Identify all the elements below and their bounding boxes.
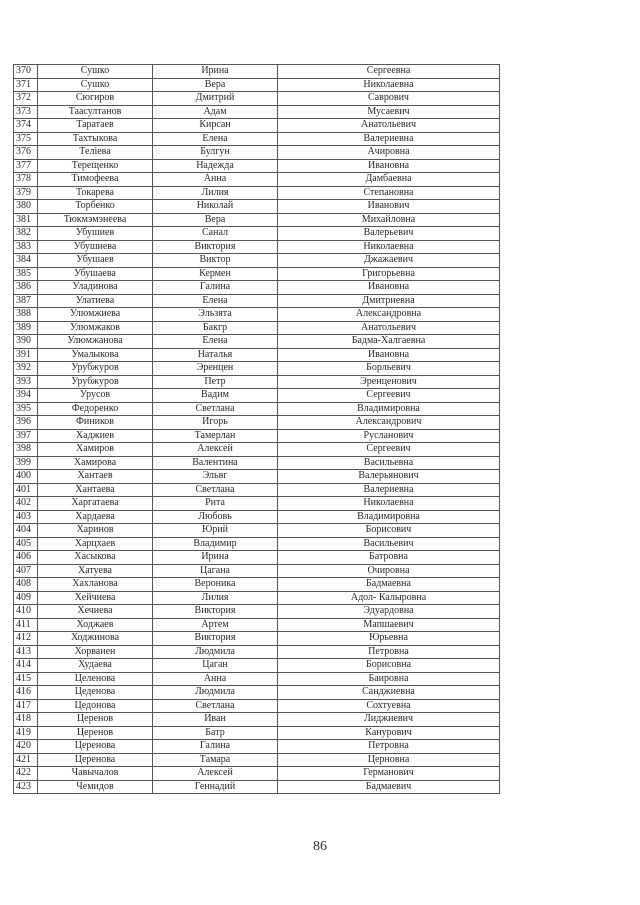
table-row	[14, 780, 500, 794]
first-name-cell: Валентина	[153, 456, 278, 470]
first-name-cell: Светлана	[153, 402, 278, 416]
row-number-cell: 413	[14, 645, 38, 659]
patronymic-cell: Мусаевич	[278, 105, 500, 119]
first-name-cell: Дмитрий	[153, 92, 278, 106]
patronymic-cell: Бадмаевна	[278, 578, 500, 592]
row-number-cell: 422	[14, 767, 38, 781]
patronymic-cell: Валерьевич	[278, 227, 500, 241]
row-number-cell: 389	[14, 321, 38, 335]
table-row	[14, 726, 500, 740]
patronymic-cell: Баировна	[278, 672, 500, 686]
row-number-cell: 398	[14, 443, 38, 457]
row-number-cell: 423	[14, 780, 38, 794]
table-row	[14, 186, 500, 200]
surname-cell: Уладинова	[38, 281, 153, 295]
table-row	[14, 375, 500, 389]
row-number-cell: 409	[14, 591, 38, 605]
row-number-cell: 403	[14, 510, 38, 524]
surname-cell: Теліева	[38, 146, 153, 160]
first-name-cell: Наталья	[153, 348, 278, 362]
first-name-cell: Светлана	[153, 699, 278, 713]
first-name-cell: Лилия	[153, 591, 278, 605]
surname-cell: Улюмжанова	[38, 335, 153, 349]
table-row	[14, 659, 500, 673]
row-number-cell: 410	[14, 605, 38, 619]
row-number-cell: 371	[14, 78, 38, 92]
patronymic-cell: Степановна	[278, 186, 500, 200]
surname-cell: Цедонова	[38, 699, 153, 713]
table-row	[14, 767, 500, 781]
row-number-cell: 408	[14, 578, 38, 592]
table-row	[14, 348, 500, 362]
first-name-cell: Кирсан	[153, 119, 278, 133]
surname-cell: Хатуева	[38, 564, 153, 578]
table-row	[14, 686, 500, 700]
table-row	[14, 119, 500, 133]
patronymic-cell: Валериевна	[278, 132, 500, 146]
table-row	[14, 173, 500, 187]
surname-cell: Хечиева	[38, 605, 153, 619]
table-row	[14, 429, 500, 443]
table-row	[14, 740, 500, 754]
patronymic-cell: Очировна	[278, 564, 500, 578]
table-row	[14, 92, 500, 106]
patronymic-cell: Сергеевич	[278, 443, 500, 457]
surname-cell: Целенова	[38, 672, 153, 686]
patronymic-cell: Церновна	[278, 753, 500, 767]
surname-cell: Хорваиен	[38, 645, 153, 659]
table-row	[14, 362, 500, 376]
table-row	[14, 578, 500, 592]
first-name-cell: Виктор	[153, 254, 278, 268]
patronymic-cell: Саврович	[278, 92, 500, 106]
surname-cell: Терещенко	[38, 159, 153, 173]
surname-cell: Сюгиров	[38, 92, 153, 106]
patronymic-cell: Сохтуевна	[278, 699, 500, 713]
first-name-cell: Цагана	[153, 564, 278, 578]
table-row	[14, 267, 500, 281]
row-number-cell: 377	[14, 159, 38, 173]
row-number-cell: 390	[14, 335, 38, 349]
first-name-cell: Геннадий	[153, 780, 278, 794]
patronymic-cell: Иванович	[278, 200, 500, 214]
surname-cell: Церенова	[38, 740, 153, 754]
patronymic-cell: Петровна	[278, 645, 500, 659]
first-name-cell: Елена	[153, 294, 278, 308]
table-row	[14, 470, 500, 484]
table-row	[14, 254, 500, 268]
patronymic-cell: Николаевна	[278, 240, 500, 254]
patronymic-cell: Николаевна	[278, 78, 500, 92]
first-name-cell: Виктория	[153, 605, 278, 619]
table-row	[14, 524, 500, 538]
table-row	[14, 753, 500, 767]
patronymic-cell: Борисович	[278, 524, 500, 538]
surname-cell: Хахланова	[38, 578, 153, 592]
first-name-cell: Ирина	[153, 65, 278, 79]
first-name-cell: Вера	[153, 213, 278, 227]
surname-cell: Ходжаев	[38, 618, 153, 632]
surname-cell: Сушко	[38, 65, 153, 79]
patronymic-cell: Валерьянович	[278, 470, 500, 484]
first-name-cell: Галина	[153, 740, 278, 754]
surname-cell: Таасултанов	[38, 105, 153, 119]
surname-cell: Харгатаева	[38, 497, 153, 511]
first-name-cell: Бакгр	[153, 321, 278, 335]
first-name-cell: Рита	[153, 497, 278, 511]
table-row	[14, 281, 500, 295]
table-row	[14, 308, 500, 322]
table-row	[14, 78, 500, 92]
first-name-cell: Эльвг	[153, 470, 278, 484]
first-name-cell: Светлана	[153, 483, 278, 497]
row-number-cell: 420	[14, 740, 38, 754]
surname-cell: Хейчиева	[38, 591, 153, 605]
table-row	[14, 497, 500, 511]
table-row	[14, 645, 500, 659]
row-number-cell: 421	[14, 753, 38, 767]
first-name-cell: Любовь	[153, 510, 278, 524]
patronymic-cell: Ивановна	[278, 159, 500, 173]
patronymic-cell: Дамбаевна	[278, 173, 500, 187]
surname-cell: Улатиева	[38, 294, 153, 308]
row-number-cell: 394	[14, 389, 38, 403]
table-row	[14, 416, 500, 430]
row-number-cell: 395	[14, 402, 38, 416]
row-number-cell: 404	[14, 524, 38, 538]
table-row	[14, 699, 500, 713]
row-number-cell: 401	[14, 483, 38, 497]
patronymic-cell: Григорьевна	[278, 267, 500, 281]
patronymic-cell: Германович	[278, 767, 500, 781]
surname-cell: Церенов	[38, 713, 153, 727]
table-row	[14, 443, 500, 457]
table-row	[14, 456, 500, 470]
surname-cell: Церенов	[38, 726, 153, 740]
row-number-cell: 412	[14, 632, 38, 646]
patronymic-cell: Васильевич	[278, 537, 500, 551]
first-name-cell: Игорь	[153, 416, 278, 430]
first-name-cell: Эльзята	[153, 308, 278, 322]
table-row	[14, 159, 500, 173]
patronymic-cell: Анатольевич	[278, 119, 500, 133]
first-name-cell: Батр	[153, 726, 278, 740]
patronymic-cell: Юрьевна	[278, 632, 500, 646]
surname-cell: Убушаева	[38, 267, 153, 281]
table-row	[14, 591, 500, 605]
row-number-cell: 415	[14, 672, 38, 686]
surname-cell: Умалыкова	[38, 348, 153, 362]
surname-cell: Цеденова	[38, 686, 153, 700]
patronymic-cell: Адол- Калыровна	[278, 591, 500, 605]
table-row	[14, 551, 500, 565]
first-name-cell: Артем	[153, 618, 278, 632]
table-row	[14, 618, 500, 632]
patronymic-cell: Эренценович	[278, 375, 500, 389]
patronymic-cell: Борльевич	[278, 362, 500, 376]
first-name-cell: Николай	[153, 200, 278, 214]
surname-cell: Убушаев	[38, 254, 153, 268]
table-row	[14, 537, 500, 551]
names-table	[13, 64, 500, 794]
first-name-cell: Анна	[153, 173, 278, 187]
row-number-cell: 400	[14, 470, 38, 484]
patronymic-cell: Санджиевна	[278, 686, 500, 700]
row-number-cell: 376	[14, 146, 38, 160]
surname-cell: Тимофеева	[38, 173, 153, 187]
patronymic-cell: Сергеевич	[278, 389, 500, 403]
table-row	[14, 713, 500, 727]
first-name-cell: Юрий	[153, 524, 278, 538]
patronymic-cell: Ивановна	[278, 281, 500, 295]
first-name-cell: Иван	[153, 713, 278, 727]
surname-cell: Урубжуров	[38, 375, 153, 389]
table-row	[14, 227, 500, 241]
table-row	[14, 294, 500, 308]
first-name-cell: Виктория	[153, 632, 278, 646]
first-name-cell: Вероника	[153, 578, 278, 592]
table-row	[14, 200, 500, 214]
row-number-cell: 406	[14, 551, 38, 565]
row-number-cell: 385	[14, 267, 38, 281]
row-number-cell: 399	[14, 456, 38, 470]
first-name-cell: Алексей	[153, 443, 278, 457]
patronymic-cell: Сергеевна	[278, 65, 500, 79]
row-number-cell: 375	[14, 132, 38, 146]
surname-cell: Хантаев	[38, 470, 153, 484]
row-number-cell: 379	[14, 186, 38, 200]
patronymic-cell: Петровна	[278, 740, 500, 754]
surname-cell: Ходжинова	[38, 632, 153, 646]
patronymic-cell: Валериевна	[278, 483, 500, 497]
row-number-cell: 380	[14, 200, 38, 214]
surname-cell: Урусов	[38, 389, 153, 403]
surname-cell: Токарева	[38, 186, 153, 200]
patronymic-cell: Бадмаевич	[278, 780, 500, 794]
surname-cell: Торбенко	[38, 200, 153, 214]
patronymic-cell: Борисовна	[278, 659, 500, 673]
first-name-cell: Елена	[153, 335, 278, 349]
patronymic-cell: Батровна	[278, 551, 500, 565]
surname-cell: Худаева	[38, 659, 153, 673]
row-number-cell: 392	[14, 362, 38, 376]
first-name-cell: Тамара	[153, 753, 278, 767]
table-row	[14, 605, 500, 619]
row-number-cell: 417	[14, 699, 38, 713]
table-row	[14, 510, 500, 524]
first-name-cell: Людмила	[153, 686, 278, 700]
patronymic-cell: Анатольевич	[278, 321, 500, 335]
patronymic-cell: Ачировна	[278, 146, 500, 160]
surname-cell: Чемидов	[38, 780, 153, 794]
surname-cell: Убушиева	[38, 240, 153, 254]
row-number-cell: 373	[14, 105, 38, 119]
table-row	[14, 402, 500, 416]
patronymic-cell: Бадма-Халгаевна	[278, 335, 500, 349]
row-number-cell: 419	[14, 726, 38, 740]
surname-cell: Харцхаев	[38, 537, 153, 551]
patronymic-cell: Николаевна	[278, 497, 500, 511]
row-number-cell: 418	[14, 713, 38, 727]
first-name-cell: Тамерлан	[153, 429, 278, 443]
patronymic-cell: Владимировна	[278, 510, 500, 524]
first-name-cell: Анна	[153, 672, 278, 686]
surname-cell: Федоренко	[38, 402, 153, 416]
table-row	[14, 240, 500, 254]
surname-cell: Урубжуров	[38, 362, 153, 376]
surname-cell: Улюмжиева	[38, 308, 153, 322]
surname-cell: Хамирова	[38, 456, 153, 470]
surname-cell: Улюмжаков	[38, 321, 153, 335]
page-number: 86	[313, 839, 327, 854]
first-name-cell: Владимир	[153, 537, 278, 551]
surname-cell: Церенова	[38, 753, 153, 767]
row-number-cell: 405	[14, 537, 38, 551]
first-name-cell: Кермен	[153, 267, 278, 281]
first-name-cell: Вера	[153, 78, 278, 92]
table-row	[14, 483, 500, 497]
row-number-cell: 382	[14, 227, 38, 241]
first-name-cell: Санал	[153, 227, 278, 241]
table-row	[14, 632, 500, 646]
first-name-cell: Людмила	[153, 645, 278, 659]
first-name-cell: Надежда	[153, 159, 278, 173]
first-name-cell: Эренцен	[153, 362, 278, 376]
first-name-cell: Виктория	[153, 240, 278, 254]
row-number-cell: 414	[14, 659, 38, 673]
first-name-cell: Петр	[153, 375, 278, 389]
table-row	[14, 146, 500, 160]
table-row	[14, 105, 500, 119]
surname-cell: Тахтыкова	[38, 132, 153, 146]
table-row	[14, 65, 500, 79]
table-row	[14, 389, 500, 403]
first-name-cell: Ирина	[153, 551, 278, 565]
surname-cell: Хантаева	[38, 483, 153, 497]
patronymic-cell: Ивановна	[278, 348, 500, 362]
row-number-cell: 411	[14, 618, 38, 632]
first-name-cell: Адам	[153, 105, 278, 119]
first-name-cell: Елена	[153, 132, 278, 146]
surname-cell: Чавычалов	[38, 767, 153, 781]
row-number-cell: 387	[14, 294, 38, 308]
table-row	[14, 321, 500, 335]
patronymic-cell: Владимировна	[278, 402, 500, 416]
first-name-cell: Булгун	[153, 146, 278, 160]
surname-cell: Убушиев	[38, 227, 153, 241]
table-row	[14, 564, 500, 578]
patronymic-cell: Русланович	[278, 429, 500, 443]
table-row	[14, 132, 500, 146]
first-name-cell: Вадим	[153, 389, 278, 403]
row-number-cell: 378	[14, 173, 38, 187]
surname-cell: Тюкмэмэнеева	[38, 213, 153, 227]
surname-cell: Хамиров	[38, 443, 153, 457]
table-row	[14, 672, 500, 686]
surname-cell: Хаджиев	[38, 429, 153, 443]
row-number-cell: 381	[14, 213, 38, 227]
patronymic-cell: Эдуардовна	[278, 605, 500, 619]
patronymic-cell: Джажаевич	[278, 254, 500, 268]
row-number-cell: 391	[14, 348, 38, 362]
first-name-cell: Цаган	[153, 659, 278, 673]
table-row	[14, 213, 500, 227]
row-number-cell: 374	[14, 119, 38, 133]
surname-cell: Харинов	[38, 524, 153, 538]
row-number-cell: 397	[14, 429, 38, 443]
row-number-cell: 372	[14, 92, 38, 106]
row-number-cell: 407	[14, 564, 38, 578]
patronymic-cell: Дмитриевна	[278, 294, 500, 308]
surname-cell: Таратаев	[38, 119, 153, 133]
row-number-cell: 388	[14, 308, 38, 322]
patronymic-cell: Александровна	[278, 308, 500, 322]
surname-cell: Хардаева	[38, 510, 153, 524]
row-number-cell: 383	[14, 240, 38, 254]
table-row	[14, 335, 500, 349]
row-number-cell: 393	[14, 375, 38, 389]
surname-cell: Сушко	[38, 78, 153, 92]
row-number-cell: 396	[14, 416, 38, 430]
first-name-cell: Галина	[153, 281, 278, 295]
row-number-cell: 386	[14, 281, 38, 295]
patronymic-cell: Михайловна	[278, 213, 500, 227]
surname-cell: Хасыкова	[38, 551, 153, 565]
surname-cell: Фиников	[38, 416, 153, 430]
table-body	[14, 65, 500, 794]
patronymic-cell: Мапшаевич	[278, 618, 500, 632]
row-number-cell: 370	[14, 65, 38, 79]
patronymic-cell: Васильевна	[278, 456, 500, 470]
first-name-cell: Алексей	[153, 767, 278, 781]
row-number-cell: 402	[14, 497, 38, 511]
patronymic-cell: Канурович	[278, 726, 500, 740]
first-name-cell: Лилия	[153, 186, 278, 200]
patronymic-cell: Александрович	[278, 416, 500, 430]
row-number-cell: 416	[14, 686, 38, 700]
patronymic-cell: Лиджиевич	[278, 713, 500, 727]
row-number-cell: 384	[14, 254, 38, 268]
